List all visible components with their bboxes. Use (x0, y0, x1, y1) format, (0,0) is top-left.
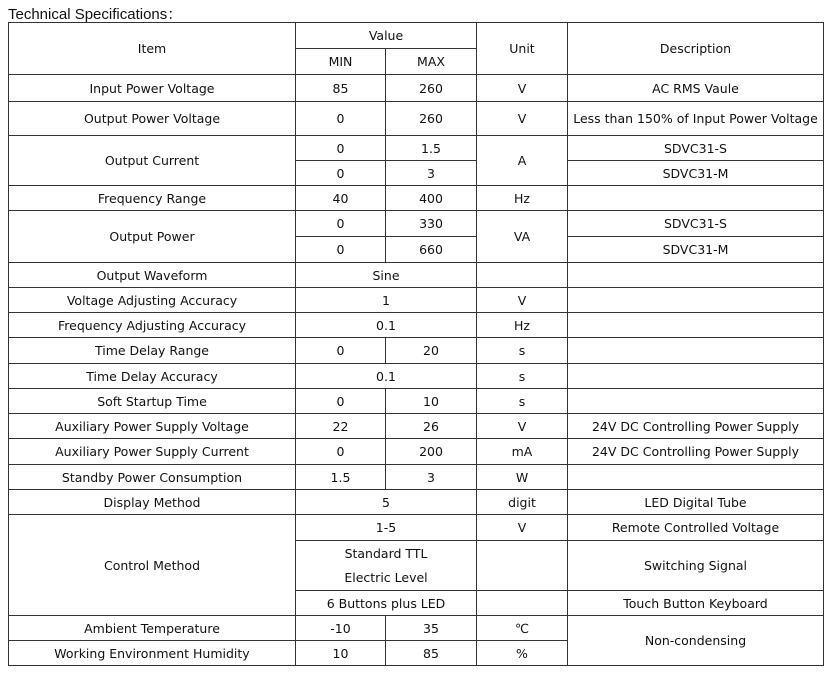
description-cell (568, 364, 824, 389)
description-cell (568, 465, 824, 490)
description-cell: SDVC31-M (568, 161, 824, 186)
value-cell: Sine (296, 263, 477, 288)
description-cell: 24V DC Controlling Power Supply (568, 439, 824, 465)
max-cell: 10 (386, 389, 477, 414)
unit-cell: A (477, 136, 568, 186)
table-row (9, 490, 824, 515)
header-item: Item (9, 23, 296, 75)
value-cell: 1 (296, 288, 477, 313)
description-cell (568, 263, 824, 288)
max-cell: 330 (386, 211, 477, 237)
value-cell: 0.1 (296, 364, 477, 389)
description-cell: SDVC31-M (568, 237, 824, 263)
min-cell: -10 (296, 616, 386, 641)
description-cell: AC RMS Vaule (568, 75, 824, 102)
unit-cell: V (477, 102, 568, 136)
header-row (9, 23, 824, 49)
value-cell: 0.1 (296, 313, 477, 338)
max-cell: 3 (386, 161, 477, 186)
max-cell: 400 (386, 186, 477, 211)
unit-cell: V (477, 288, 568, 313)
value-cell: 1-5 (296, 515, 477, 541)
table-row (9, 465, 824, 490)
min-cell: 0 (296, 161, 386, 186)
unit-cell: ℃ (477, 616, 568, 641)
page-title: Technical Specifications： (8, 6, 183, 23)
header-unit: Unit (477, 23, 568, 75)
table-row (9, 186, 824, 211)
unit-cell: s (477, 338, 568, 364)
item-cell: Soft Startup Time (9, 389, 296, 414)
description-cell (568, 338, 824, 364)
description-cell: 24V DC Controlling Power Supply (568, 414, 824, 439)
min-cell: 0 (296, 102, 386, 136)
max-cell: 26 (386, 414, 477, 439)
max-cell: 260 (386, 75, 477, 102)
max-cell: 20 (386, 338, 477, 364)
item-cell: Time Delay Accuracy (9, 364, 296, 389)
min-cell: 85 (296, 75, 386, 102)
description-cell: Remote Controlled Voltage (568, 515, 824, 541)
description-cell (568, 313, 824, 338)
table-row (9, 102, 824, 136)
max-cell: 35 (386, 616, 477, 641)
min-cell: 0 (296, 439, 386, 465)
item-cell: Input Power Voltage (9, 75, 296, 102)
item-cell: Ambient Temperature (9, 616, 296, 641)
unit-cell (477, 263, 568, 288)
description-cell: Switching Signal (568, 541, 824, 591)
min-cell: 0 (296, 136, 386, 161)
value-cell: 6 Buttons plus LED (296, 591, 477, 616)
header-max: MAX (386, 49, 477, 75)
item-cell: Output Waveform (9, 263, 296, 288)
unit-cell: V (477, 414, 568, 439)
table-row (9, 414, 824, 439)
description-cell (568, 389, 824, 414)
unit-cell: W (477, 465, 568, 490)
table-row (9, 75, 824, 102)
item-cell: Display Method (9, 490, 296, 515)
max-cell: 200 (386, 439, 477, 465)
max-cell: 260 (386, 102, 477, 136)
unit-cell: Hz (477, 313, 568, 338)
description-cell: SDVC31-S (568, 136, 824, 161)
table-row (9, 439, 824, 465)
max-cell: 85 (386, 641, 477, 666)
unit-cell: V (477, 515, 568, 541)
description-cell: SDVC31-S (568, 211, 824, 237)
unit-cell (477, 541, 568, 591)
item-cell: Frequency Range (9, 186, 296, 211)
table-row (9, 338, 824, 364)
unit-cell: s (477, 364, 568, 389)
unit-cell: % (477, 641, 568, 666)
max-cell: 3 (386, 465, 477, 490)
item-cell: Output Power Voltage (9, 102, 296, 136)
header-description: Description (568, 23, 824, 75)
value-cell (296, 541, 477, 591)
max-cell: 1.5 (386, 136, 477, 161)
value-cell: 5 (296, 490, 477, 515)
min-cell: 0 (296, 211, 386, 237)
item-cell: Standby Power Consumption (9, 465, 296, 490)
unit-cell: Hz (477, 186, 568, 211)
description-cell: LED Digital Tube (568, 490, 824, 515)
header-min: MIN (296, 49, 386, 75)
unit-cell: VA (477, 211, 568, 263)
item-cell: Control Method (9, 515, 296, 616)
specifications-table (8, 22, 824, 666)
table-row (9, 515, 824, 541)
item-cell: Output Current (9, 136, 296, 186)
header-value: Value (296, 23, 477, 49)
min-cell: 40 (296, 186, 386, 211)
unit-cell: V (477, 75, 568, 102)
unit-cell: digit (477, 490, 568, 515)
unit-cell: mA (477, 439, 568, 465)
value-line: Standard TTL (344, 545, 428, 561)
description-cell: Less than 150% of Input Power Voltage (568, 102, 824, 136)
item-cell: Time Delay Range (9, 338, 296, 364)
description-cell (568, 186, 824, 211)
item-cell: Frequency Adjusting Accuracy (9, 313, 296, 338)
unit-cell: s (477, 389, 568, 414)
table-row (9, 288, 824, 313)
min-cell: 10 (296, 641, 386, 666)
max-cell: 660 (386, 237, 477, 263)
table-row (9, 616, 824, 641)
item-cell: Output Power (9, 211, 296, 263)
item-cell: Voltage Adjusting Accuracy (9, 288, 296, 313)
item-cell: Auxiliary Power Supply Voltage (9, 414, 296, 439)
min-cell: 0 (296, 389, 386, 414)
table-row (9, 136, 824, 161)
min-cell: 0 (296, 338, 386, 364)
description-cell: Non-condensing (568, 616, 824, 666)
description-cell: Touch Button Keyboard (568, 591, 824, 616)
table-row (9, 263, 824, 288)
min-cell: 1.5 (296, 465, 386, 490)
table-row (9, 364, 824, 389)
item-cell: Auxiliary Power Supply Current (9, 439, 296, 465)
description-cell (568, 288, 824, 313)
unit-cell (477, 591, 568, 616)
table-row (9, 389, 824, 414)
min-cell: 22 (296, 414, 386, 439)
table-row (9, 313, 824, 338)
min-cell: 0 (296, 237, 386, 263)
value-line: Electric Level (344, 569, 428, 585)
table-row (9, 211, 824, 237)
item-cell: Working Environment Humidity (9, 641, 296, 666)
